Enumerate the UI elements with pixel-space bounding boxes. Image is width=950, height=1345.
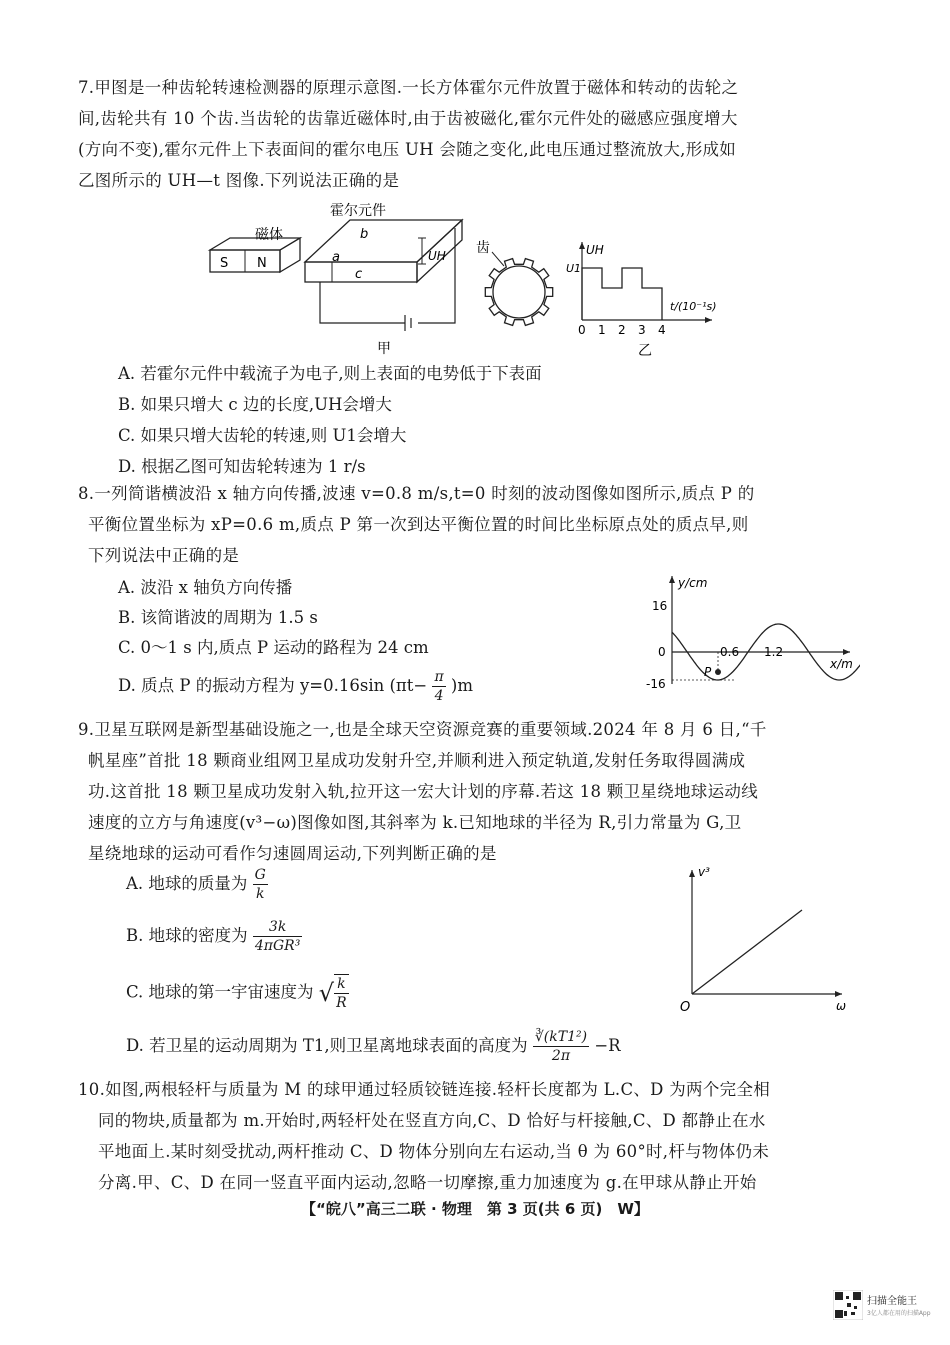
circuit [320,228,455,331]
graph-uh-axis: UH [586,243,604,257]
q9-option-c[interactable] [126,974,349,1012]
q9-line: 速度的立方与角速度(v³−ω)图像如图,其斜率为 k.已知地球的半径为 R,引力常量为 G,卫 [88,813,742,832]
q9-figure [672,862,852,1014]
page-footer: 【“皖八”高三二联 · 物理 第 3 页(共 6 页) W】 [301,1200,649,1218]
q7-option-d[interactable]: D. 根据乙图可知齿轮转速为 1 r/s [118,457,366,476]
edge-b: b [360,227,369,242]
q9-option-a-text: A. 地球的质量为 [126,874,248,893]
edge-a: a [332,250,340,265]
q9-option-b[interactable] [126,918,302,955]
q9-xlabel: ω [836,999,847,1013]
graph-tick: 0 [578,323,586,337]
q9-option-a[interactable] [126,866,268,903]
question-7-stem [78,72,738,196]
hall-element [305,220,462,282]
q8-wave-figure [640,572,860,694]
uh-label: UH [428,249,446,263]
q7-line: (方向不变),霍尔元件上下表面间的霍尔电压 UH 会随之变化,此电压通过整流放大,形成如 [78,140,737,159]
wave-x06: 0.6 [720,645,740,659]
q8-option-b[interactable]: B. 该简谐波的周期为 1.5 s [118,608,318,627]
q9-origin: O [680,1000,691,1014]
graph-t-axis: t/(10⁻¹s) [670,300,717,313]
q9-option-c-text: C. 地球的第一宇宙速度为 [126,982,314,1002]
q8-option-d-fraction [432,668,445,705]
magnet-s: S [220,256,229,271]
figure-yi-label: 乙 [638,343,652,358]
gear-outline [485,259,552,326]
q8-option-d[interactable] [118,668,473,705]
figure-jia-label: 甲 [377,341,391,357]
q9-line: 9.卫星互联网是新型基础设施之一,也是全球天空资源竞赛的重要领域.2024 年 8 月 6 日,“千 [78,720,767,739]
q7-figure-jia [200,198,480,358]
graph-tick: 2 [618,323,626,337]
question-8-stem [78,478,755,571]
voltage-square-wave [582,268,662,320]
q9-ylabel: v³ [698,865,710,879]
wave-p-label: P [704,665,712,679]
frac-num: ∛(kT1²) [534,1029,588,1045]
magnet [210,238,300,272]
q9-line: 星绕地球的运动可看作匀速圆周运动,下列判断正确的是 [88,844,497,863]
q7-line: 7.甲图是一种齿轮转速检测器的原理示意图.一长方体霍尔元件放置于磁体和转动的齿轮之 [78,78,739,97]
q8-option-c[interactable]: C. 0～1 s 内,质点 P 运动的路程为 24 cm [118,638,429,657]
graph-tick: 1 [598,323,606,337]
q10-line: 10.如图,两根轻杆与质量为 M 的球甲通过轻质铰链连接.轻杆长度都为 L.C、D 为两个完全相 [78,1080,771,1099]
wave-y16: 16 [652,599,668,613]
qr-code-icon [833,1290,863,1320]
q8-option-d-text: D. 质点 P 的振动方程为 y=0.16sin (πt− [118,676,428,695]
q9-option-d-tail: −R [594,1036,621,1055]
q9-line: 功.这首批 18 颗卫星成功发射入轨,拉开这一宏大计划的序幕.若这 18 颗卫星绕地球运动线 [88,782,759,801]
frac-den: 4πGR³ [254,938,301,954]
frac-den: 4 [434,688,444,704]
sqrt-sign: √ [318,979,335,1007]
frac-num: G [254,867,266,883]
frac-den: R [336,995,347,1011]
frac-num: 3k [253,918,302,937]
graph-tick: 4 [658,323,666,337]
point-p [715,669,721,675]
wave-ylabel: y/cm [678,576,708,590]
q7-option-c[interactable]: C. 如果只增大齿轮的转速,则 U1会增大 [118,426,407,445]
frac-den: 2π [551,1048,571,1064]
question-10-stem [78,1074,770,1198]
wave-x12: 1.2 [764,645,784,659]
scanner-badge-title: 扫描全能王 [867,1296,917,1307]
q10-line: 分离.甲、C、D 在同一竖直平面内运动,忽略一切摩擦,重力加速度为 g.在甲球从静止开始 [98,1173,757,1192]
frac-num: π [434,669,444,685]
q8-line: 平衡位置坐标为 xP=0.6 m,质点 P 第一次到达平衡位置的时间比坐标原点处的质点早,则 [88,515,749,534]
q7-figure-yi [562,236,722,358]
q9-option-c-fraction [334,974,349,1012]
hall-element-label: 霍尔元件 [330,203,386,219]
question-9-stem [78,714,767,869]
graph-ticks [578,323,666,337]
q7-line: 乙图所示的 UH—t 图像.下列说法正确的是 [78,171,400,190]
wave-xlabel: x/m [830,657,853,671]
q10-line: 同的物块,质量都为 m.开始时,两轻杆处在竖直方向,C、D 恰好与杆接触,C、D 都静止在水 [98,1111,766,1130]
wave-origin: 0 [658,645,666,659]
q8-line: 8.一列简谐横波沿 x 轴方向传播,波速 v=0.8 m/s,t=0 时刻的波动图像如图所示,质点 P 的 [78,484,755,503]
gear [474,240,564,330]
q9-option-d-text: D. 若卫星的运动周期为 T1,则卫星离地球表面的高度为 [126,1036,528,1055]
magnet-n: N [257,256,267,271]
q9-option-d[interactable] [126,1028,621,1065]
graph-tick: 3 [638,323,646,337]
scanner-badge-subtitle: 3亿人都在用的扫描App [867,1310,931,1317]
q9-option-b-text: B. 地球的密度为 [126,926,248,945]
wave-yneg16: -16 [646,677,666,691]
q7-option-b[interactable]: B. 如果只增大 c 边的长度,UH会增大 [118,395,392,414]
gear-inner [493,266,545,318]
magnet-label: 磁体 [255,227,283,243]
edge-c: c [355,267,363,282]
q9-line: 帆星座”首批 18 颗商业组网卫星成功发射升空,并顺利进入预定轨道,发射任务取得圆满成 [88,751,746,770]
frac-num: k [334,975,349,994]
v3-omega-line [692,910,802,994]
q8-line: 下列说法中正确的是 [88,546,240,565]
q10-line: 平地面上.某时刻受扰动,两杆推动 C、D 物体分别向左右运动,当 θ 为 60°时,杆与物体仍未 [98,1142,770,1161]
q8-option-d-tail: )m [450,676,474,695]
q9-option-b-fraction [253,918,302,955]
q8-option-a[interactable]: A. 波沿 x 轴负方向传播 [118,578,293,597]
gear-tooth-label: 齿 [476,240,490,256]
q7-line: 间,齿轮共有 10 个齿.当齿轮的齿靠近磁体时,由于齿被磁化,霍尔元件处的磁感应强度增大 [78,109,738,128]
graph-u1: U1 [566,262,582,275]
scanner-badge [833,1290,933,1330]
q7-option-a[interactable]: A. 若霍尔元件中载流子为电子,则上表面的电势低于下表面 [118,364,542,383]
q9-option-d-fraction [533,1028,589,1065]
q9-option-a-fraction [253,866,268,903]
frac-den: k [256,886,265,902]
